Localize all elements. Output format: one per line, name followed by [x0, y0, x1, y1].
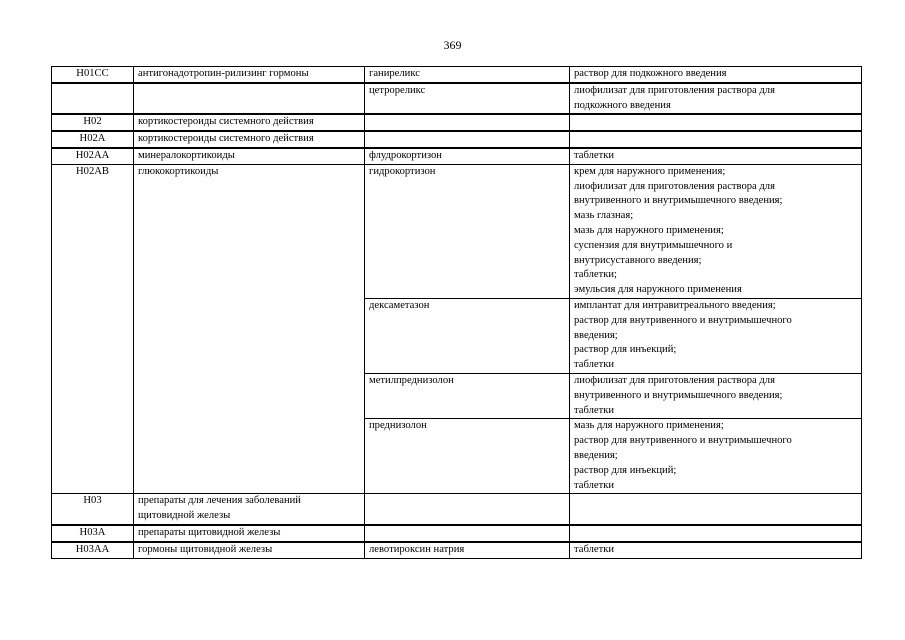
atc-code-cell: [52, 131, 134, 148]
table-row: [52, 67, 862, 83]
dosage-form-line: внутривенного и внутримышечного введения;: [574, 389, 783, 401]
group-name-line: гормоны щитовидной железы: [138, 543, 273, 555]
dosage-form-line: мазь для наружного применения;: [574, 420, 724, 432]
drug-name: ганиреликс: [369, 68, 420, 79]
dosage-forms-cell: [570, 164, 862, 298]
drug-name: преднизолон: [369, 420, 427, 432]
atc-code: H02A: [79, 133, 106, 145]
drug-name-cell: [365, 525, 570, 542]
dosage-form-line: раствор для инъекций;: [574, 344, 677, 356]
drug-name: гидрокортизон: [369, 165, 436, 177]
dosage-form-line: мазь для наружного применения;: [574, 224, 724, 236]
dosage-form-line: подкожного введения: [574, 99, 671, 111]
table-row: [52, 164, 862, 298]
group-name-cell: [134, 542, 365, 558]
group-name-line: препараты для лечения заболеваний: [138, 495, 301, 507]
atc-code: H02: [83, 116, 102, 128]
dosage-forms-cell: [570, 298, 862, 373]
group-name-cell: [134, 494, 365, 525]
group-name-cell: [134, 148, 365, 164]
atc-code-cell: [52, 542, 134, 558]
dosage-form-line: таблетки;: [574, 269, 617, 281]
dosage-form-line: крем для наружного применения;: [574, 165, 726, 177]
drug-name: дексаметазон: [369, 299, 430, 311]
group-name-line: глюкокортикоиды: [138, 165, 219, 177]
table-row: [52, 148, 862, 164]
dosage-form-line: таблетки: [574, 404, 615, 416]
dosage-form-line: лиофилизат для приготовления раствора для: [574, 374, 775, 386]
atc-code-cell: [52, 164, 134, 494]
drug-name-cell: [365, 114, 570, 131]
dosage-form-line: раствор для инъекций;: [574, 464, 677, 476]
atc-code-cell: [52, 114, 134, 131]
atc-code: H03A: [79, 526, 106, 538]
atc-code: H02AB: [76, 165, 109, 177]
table-row: [52, 494, 862, 525]
atc-code: H02AA: [75, 149, 110, 161]
dosage-form-line: таблетки: [574, 149, 615, 161]
dosage-forms-cell: [570, 419, 862, 494]
dosage-forms-cell: [570, 525, 862, 542]
atc-code-cell: [52, 494, 134, 525]
dosage-forms-cell: [570, 131, 862, 148]
atc-code-cell: [52, 67, 134, 83]
drug-name-cell: [365, 67, 570, 83]
dosage-form-line: таблетки: [574, 479, 615, 491]
drug-name-cell: [365, 373, 570, 418]
dosage-forms-cell: [570, 542, 862, 558]
table-row: [52, 542, 862, 558]
group-name-cell: [134, 83, 365, 115]
group-name-cell: [134, 525, 365, 542]
table-row: [52, 83, 862, 115]
table-row: [52, 131, 862, 148]
page-number: 369: [443, 38, 462, 52]
group-name-cell: [134, 114, 365, 131]
drug-table: [51, 66, 862, 559]
atc-code: H03AA: [75, 543, 110, 555]
drug-name-cell: [365, 148, 570, 164]
dosage-forms-cell: [570, 373, 862, 418]
group-name-cell: [134, 67, 365, 83]
dosage-form-line: введения;: [574, 449, 618, 461]
dosage-form-line: раствор для внутривенного и внутримышечного: [574, 435, 792, 447]
group-name-cell: [134, 131, 365, 148]
dosage-form-line: раствор для подкожного введения: [574, 68, 727, 79]
drug-name-cell: [365, 494, 570, 525]
dosage-form-line: внутривенного и внутримышечного введения;: [574, 195, 783, 207]
group-name-line: антигонадотропин-рилизинг гормоны: [138, 68, 309, 79]
drug-name-cell: [365, 83, 570, 115]
drug-name: метилпреднизолон: [369, 374, 454, 386]
group-name-line: минералокортикоиды: [138, 149, 235, 161]
dosage-forms-cell: [570, 494, 862, 525]
drug-name-cell: [365, 164, 570, 298]
group-name-line: кортикостероиды системного действия: [138, 116, 314, 128]
dosage-form-line: лиофилизат для приготовления раствора для: [574, 84, 775, 96]
atc-code: H01CC: [76, 68, 109, 79]
drug-name-cell: [365, 131, 570, 148]
group-name-line: щитовидной железы: [138, 510, 231, 522]
atc-code-cell: [52, 83, 134, 115]
drug-table-body: [52, 67, 862, 559]
dosage-form-line: суспензия для внутримышечного и: [574, 239, 733, 251]
group-name-line: препараты щитовидной железы: [138, 526, 281, 538]
drug-name-cell: [365, 419, 570, 494]
dosage-form-line: мазь глазная;: [574, 210, 634, 222]
dosage-form-line: лиофилизат для приготовления раствора для: [574, 180, 775, 192]
atc-code-cell: [52, 525, 134, 542]
dosage-form-line: введения;: [574, 329, 618, 341]
group-name-line: кортикостероиды системного действия: [138, 133, 314, 145]
atc-code: H03: [83, 495, 102, 507]
dosage-form-line: таблетки: [574, 543, 615, 555]
drug-name: цетрореликс: [369, 84, 426, 96]
drug-name: левотироксин натрия: [369, 543, 465, 555]
table-row: [52, 114, 862, 131]
dosage-forms-cell: [570, 148, 862, 164]
table-row: [52, 525, 862, 542]
group-name-cell: [134, 164, 365, 494]
atc-code-cell: [52, 148, 134, 164]
dosage-form-line: таблетки: [574, 359, 615, 371]
dosage-forms-cell: [570, 83, 862, 115]
dosage-form-line: имплантат для интравитреального введения;: [574, 299, 776, 311]
dosage-forms-cell: [570, 114, 862, 131]
drug-name-cell: [365, 298, 570, 373]
dosage-form-line: внутрисуставного введения;: [574, 254, 702, 266]
dosage-forms-cell: [570, 67, 862, 83]
drug-name: флудрокортизон: [369, 149, 442, 161]
dosage-form-line: эмульсия для наружного применения: [574, 284, 742, 296]
drug-name-cell: [365, 542, 570, 558]
dosage-form-line: раствор для внутривенного и внутримышечного: [574, 314, 792, 326]
